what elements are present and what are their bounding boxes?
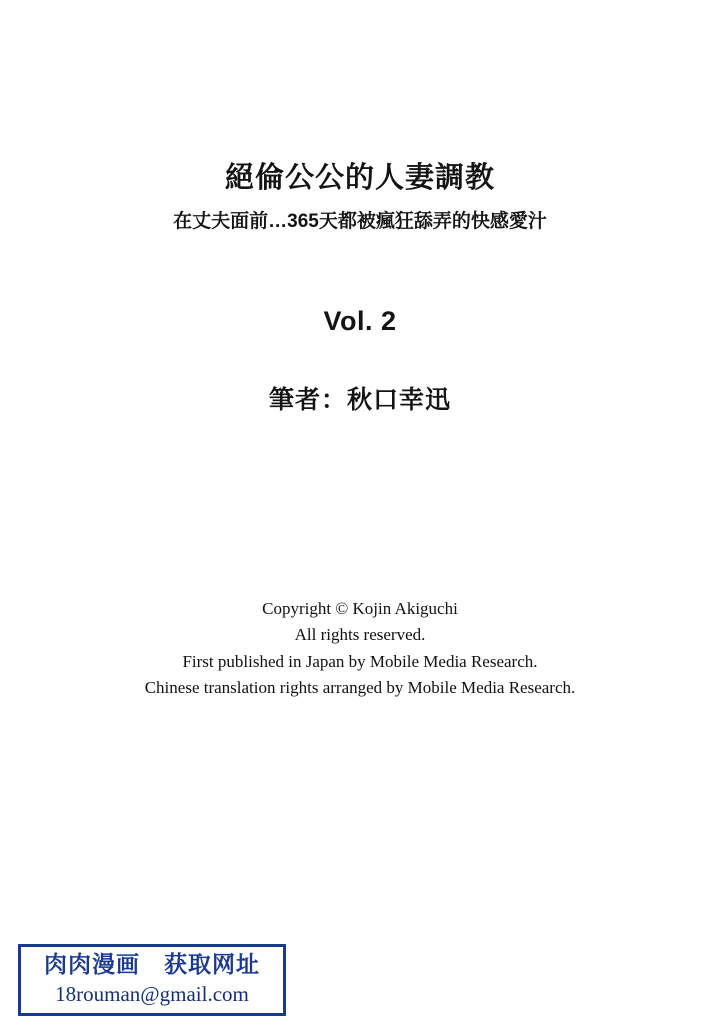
watermark-site-name: 肉肉漫画 获取网址: [44, 951, 260, 977]
copyright-line-1: Copyright © Kojin Akiguchi: [262, 599, 458, 618]
copyright-line-4: Chinese translation rights arranged by Mobile Media Research.: [144, 678, 576, 698]
copyright-line-2: All rights reserved.: [294, 625, 426, 645]
volume-label: Vol. 2: [323, 306, 397, 336]
title-block: [0, 160, 720, 235]
watermark-email: 18rouman@gmail.com: [55, 981, 249, 1006]
page-subtitle: 在丈夫面前…365天都被瘋狂舔弄的快感愛汁: [173, 211, 547, 233]
copyright-block: [0, 596, 720, 701]
author-label: 筆者：秋口幸迅: [268, 386, 451, 414]
page-title: 絕倫公公的人妻調教: [224, 162, 495, 194]
copyright-line-3: First published in Japan by Mobile Media Research.: [182, 651, 538, 671]
watermark-badge: [18, 944, 286, 1016]
